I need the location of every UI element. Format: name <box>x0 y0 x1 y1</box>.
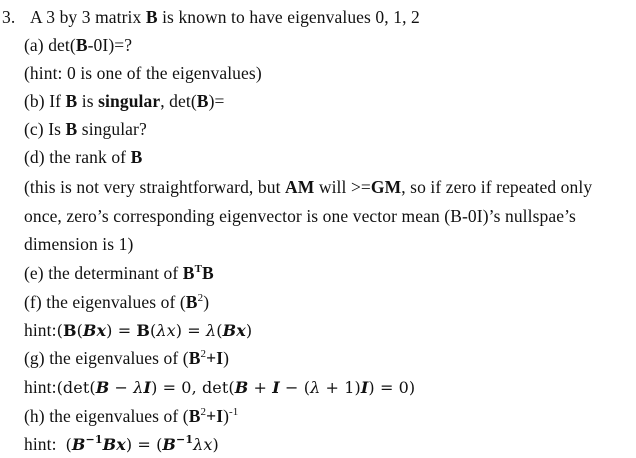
part-b-singular: singular <box>98 91 161 111</box>
part-c <box>24 118 147 140</box>
part-b <box>24 90 224 112</box>
part-c-text-pre: Is <box>43 119 66 139</box>
hint-g-expr: (det(B − λI) = 0, det(B + I − (λ + 1)I) = 0) <box>56 378 416 397</box>
part-a-label: (a) <box>24 35 44 55</box>
part-c-label: (c) <box>24 119 44 139</box>
part-b-text-mid: , det( <box>160 91 197 111</box>
part-c-matrix: B <box>65 119 78 139</box>
part-b-matrix2: B <box>196 91 209 111</box>
part-b-text-pre: If <box>44 91 66 111</box>
hint-h-expr: $(B^{-1}Bx) = (B^{-1}\lambda x)$ <box>65 433 219 454</box>
note-d-line3: dimension is 1) <box>24 234 134 254</box>
part-a <box>24 34 132 56</box>
note-d-post: , so if zero if repeated only <box>401 177 593 197</box>
part-h <box>24 405 238 427</box>
hint-h-prefix: hint: <box>24 434 57 454</box>
hint-h <box>24 433 219 456</box>
hint-f <box>24 319 252 342</box>
part-b-matrix: B <box>65 91 78 111</box>
hint-a: (hint: 0 is one of the eigenvalues) <box>24 63 262 83</box>
part-d-text-pre: the rank of <box>44 147 131 167</box>
part-e-matrix2: B <box>202 263 214 283</box>
note-d-line2: once, zero’s corresponding eigenvector is one vector mean (B-0I)’s nullspae’s <box>24 206 576 226</box>
part-e-transpose: T <box>194 263 202 275</box>
part-h-sup: 2 <box>200 406 207 418</box>
part-h-identity: I <box>216 406 224 426</box>
hint-g-prefix: hint: <box>24 377 57 397</box>
problem-statement <box>2 6 420 28</box>
statement-post: is known to have eigenvalues 0, 1, 2 <box>157 7 420 27</box>
part-f <box>24 291 209 313</box>
part-h-plus: + <box>206 406 217 426</box>
part-g-text-pre: the eigenvalues of ( <box>44 348 189 368</box>
part-a-text-pre: det( <box>43 35 76 55</box>
part-e-text-pre: the determinant of <box>43 263 183 283</box>
part-h-text-close: ) <box>223 406 230 426</box>
part-h-matrix: B <box>188 406 201 426</box>
part-g-label: (g) <box>24 348 45 368</box>
part-g-sup: 2 <box>200 348 207 360</box>
part-d-label: (d) <box>24 147 45 167</box>
part-e-matrix: B <box>182 263 195 283</box>
part-a-text-post: -0I)=? <box>87 35 133 55</box>
hint-g <box>24 376 415 399</box>
statement-pre: A 3 by 3 matrix <box>30 7 146 27</box>
part-f-text-post: ) <box>203 292 210 312</box>
note-d-gm: GM <box>370 177 402 197</box>
part-g-matrix: B <box>188 348 201 368</box>
note-d-mid: will >= <box>314 177 371 197</box>
part-d-matrix: B <box>130 147 143 167</box>
part-h-inverse-sup: -1 <box>229 406 239 418</box>
part-b-text-is: is <box>77 91 99 111</box>
hint-f-prefix: hint: <box>24 320 57 340</box>
part-e-label: (e) <box>24 263 44 283</box>
part-f-label: (f) <box>24 292 42 312</box>
part-c-text-post: singular? <box>77 119 147 139</box>
note-d-pre: (this is not very straightforward, but <box>24 177 286 197</box>
part-g <box>24 347 229 369</box>
part-b-text-post: )= <box>208 91 225 111</box>
note-d-am: AM <box>285 177 315 197</box>
part-f-sup: 2 <box>197 292 204 304</box>
part-e <box>24 262 214 284</box>
hint-f-expr: (B(Bx) = B(λx) = λ(Bx) <box>56 321 253 340</box>
part-d <box>24 146 142 168</box>
part-g-plus: + <box>206 348 217 368</box>
part-b-label: (b) <box>24 91 45 111</box>
part-g-identity: I <box>216 348 224 368</box>
part-g-text-post: ) <box>223 348 230 368</box>
problem-number: 3. <box>2 7 16 27</box>
part-h-text-pre: the eigenvalues of ( <box>44 406 189 426</box>
part-f-matrix: B <box>185 292 198 312</box>
part-a-matrix: B <box>75 35 88 55</box>
part-h-label: (h) <box>24 406 45 426</box>
part-f-text-pre: the eigenvalues of ( <box>41 292 186 312</box>
note-d-line1 <box>24 176 592 198</box>
statement-matrix: B <box>145 7 158 27</box>
